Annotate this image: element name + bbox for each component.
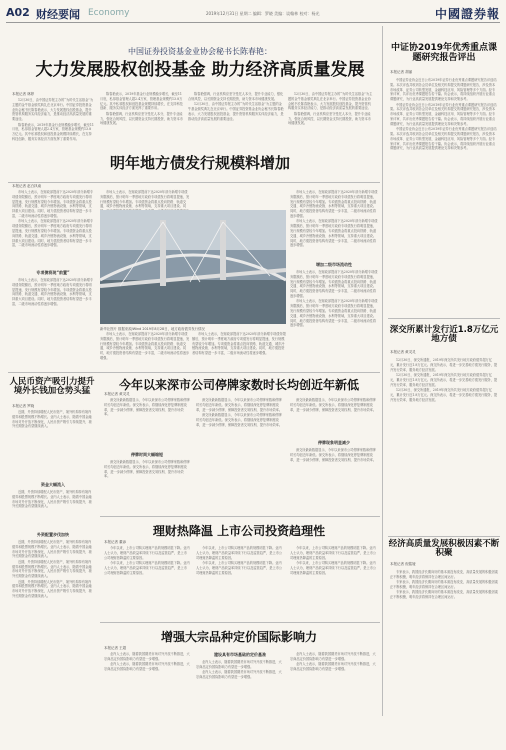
section-en: Economy (88, 8, 130, 18)
right-low-byline: 本报记者 倪铭娅 (390, 562, 416, 566)
right-divider-2 (388, 536, 500, 537)
left-mid-subhead-2: 外资配置步伐加快 (37, 532, 69, 537)
bottom-text-1: 业内人士表示，随着我国期货市场对外开放不断推进，大宗商品定价国际影响力有望进一步增强。 业内人士表示，随着我国期货市场对外开放不断推进，大宗商品定价国际影响力有望进一步增强。 (104, 652, 190, 671)
left-mid-text-3: 近期，外资持续增配人民币资产，境外机构持有境内债券和股票规模不断增长。业内人士表示，随着中国金融市场对外开放不断深化，人民币资产吸引力持续提升，境外长期资金有望继续流入。 近期，外资持续增配人民币资产，境外机构持有境内债券和股票规模不断增长。业内人士表示，随着中国金融市场对外开放不断深化，人民币资产吸引力持续提升，境外长期资金有望继续流入。 近期，外资持续增配人民币资产，境外机构持有境内债券和股票规模不断增长。业内人士表示，随着中国金融市场对外开放不断深化，人民币资产吸引力持续提升，境外长期资金有望继续流入。 (12, 540, 92, 598)
page-code: A02 (6, 6, 30, 19)
center-mid-byline: 本报记者 黄灵灵 (104, 392, 130, 396)
lead-col-3: 陈春艳强调，行业机构应坚守受托人本分，提升专业能力，强化合规风控，以长期资金支持长期投资，助力资本市场健康发展。 12月30日，由中国证券报主办的“为时代生活基金”为主题的金牛基金颁奖典礼在北京举行。中国证券投资基金业协会秘书长陈春艳表示，大力发展股权创投基金，提升资管机构服务实体经济能力，是推动经济高质量发展的重要途径。 (188, 92, 284, 121)
right-top-headline: 中证协2019年优秀重点课题研究报告评出 (390, 43, 498, 63)
newspaper-logo: 中國證券報 (434, 7, 500, 21)
section-divider-2 (8, 372, 380, 373)
feature-byline: 本报记者 赵白执南 (12, 184, 42, 188)
center-low-text-2: 今年以来，上市公司购买理财产品的规模明显下降。业内人士认为，理财产品收益率持续下行以及监管趋严，是上市公司理财热降温的主要原因。 今年以来，上市公司购买理财产品的规模明显下降。业内人士认为，理财产品收益率持续下行以及监管趋严，是上市公司理财热降温的主要原因。 (196, 546, 283, 575)
feature-subhead-1: 专项债将现“前置” (36, 270, 70, 275)
feature-col-3b: 市场人士表示，在财政部提前下达2020年部分新增专项债务限额后，预计明年一季度地方政府专项债发行将明显提速，发行规模有望较今年增加。专项债资金将重点投向铁路、轨道交通、城乡冷链物流设施、水利等领域，支持重大项目建设。同时，地方债投资者结构有望进一步丰富，二级市场流动性将逐步增强。 (192, 332, 286, 356)
bottom-text-2: 业内人士表示，随着我国期货市场对外开放不断推进，大宗商品定价国际影响力有望进一步增强。 业内人士表示，随着我国期货市场对外开放不断推进，大宗商品定价国际影响力有望进一步增强。 (196, 660, 282, 679)
right-mid-text: 12月30日，深交所通报，2019年深交所共发行地方政府债券超万亿元，累计发行近1.8万亿元。深交所表示，将进一步完善地方债发行服务，提升发行效率，服务地方经济发展。 12月30日，深交所通报，2019年深交所共发行地方政府债券超万亿元，累计发行近1.8万亿元。深交所表示，将进一步完善地方债发行服务，提升发行效率，服务地方经济发展。 12月30日，深交所通报，2019年深交所共发行地方政府债券超万亿元，累计发行近1.8万亿元。深交所表示，将进一步完善地方债发行服务，提升发行效率，服务地方经济发展。 (390, 358, 498, 402)
feature-col-4b: 市场人士表示，在财政部提前下达2020年部分新增专项债务限额后，预计明年一季度地方政府专项债发行将明显提速，发行规模有望较今年增加。专项债资金将重点投向铁路、轨道交通、城乡冷链物流设施、水利等领域，支持重大项目建设。同时，地方债投资者结构有望进一步丰富，二级市场流动性将逐步增强。 市场人士表示，在财政部提前下达2020年部分新增专项债务限额后，预计明年一季度地方政府专项债发行将明显提速，发行规模有望较今年增加。专项债资金将重点投向铁路、轨道交通、城乡冷链物流设施、水利等领域，支持重大项目建设。同时，地方债投资者结构有望进一步丰富，二级市场流动性将逐步增强。 (290, 270, 378, 328)
left-mid-subhead: 资金大幅流入 (41, 482, 65, 487)
section-name: 财经要闻 (36, 8, 80, 21)
lead-byline: 本报记者 林婷 (12, 92, 35, 96)
center-low-text-3: 今年以来，上市公司购买理财产品的规模明显下降。业内人士认为，理财产品收益率持续下行以及监管趋严，是上市公司理财热降温的主要原因。 今年以来，上市公司购买理财产品的规模明显下降。业内人士认为，理财产品收益率持续下行以及监管趋严，是上市公司理财热降温的主要原因。 (290, 546, 377, 575)
feature-col-1: 市场人士表示，在财政部提前下达2020年部分新增专项债务限额后，预计明年一季度地方政府专项债发行将明显提速，发行规模有望较今年增加。专项债资金将重点投向铁路、轨道交通、城乡冷链物流设施、水利等领域，支持重大项目建设。同时，地方债投资者结构有望进一步丰富，二级市场流动性将逐步增强。 市场人士表示，在财政部提前下达2020年部分新增专项债务限额后，预计明年一季度地方政府专项债发行将明显提速，发行规模有望较今年增加。专项债资金将重点投向铁路、轨道交通、城乡冷链物流设施、水利等领域，支持重大项目建设。同时，地方债投资者结构有望进一步丰富，二级市场流动性将逐步增强。 (12, 190, 94, 248)
lead-col-2: 陈春艳表示，2019年基金行业规模稳步增长，截至11月底，私募基金管理人超2.4万家，管理基金规模约13.8万亿元。其中私募股权和创投基金规模持续增长，在支持科技创新、服务实体经济方面发挥了重要作用。 陈春艳强调，行业机构应坚守受托人本分，提升专业能力，强化合规风控，以长期资金支持长期投资，助力资本市场健康发展。 (100, 92, 183, 126)
left-mid-text-1: 近期，外资持续增配人民币资产，境外机构持有境内债券和股票规模不断增长。业内人士表示，随着中国金融市场对外开放不断深化，人民币资产吸引力持续提升，境外长期资金有望继续流入。 (12, 410, 92, 429)
right-top-byline: 本报记者 胡丽 (390, 70, 413, 74)
center-mid-headline: 今年以来深市公司停牌家数时长均创近年新低 (118, 378, 359, 392)
right-low-headline: 经济高质量发展积极因素不断积聚 (388, 539, 500, 559)
bottom-subhead: 建设具有市场基础的定价基准 (214, 652, 266, 657)
center-mid-text-4: 深交所最新数据显示，今年以来深市公司停牌家数和停牌时长均创近年新低。深交所表示，将继续深化停复牌制度改革，进一步减少停牌，保障投资者交易权利，提升市场效率。 (290, 398, 377, 412)
lead-col-4: 12月30日，由中国证券报主办的“为时代生活基金”为主题的金牛基金颁奖典礼在北京举行。中国证券投资基金业协会秘书长陈春艳表示，大力发展股权创投基金，提升资管机构服务实体经济能力，是推动经济高质量发展的重要途径。 陈春艳强调，行业机构应坚守受托人本分，提升专业能力，强化合规风控，以长期资金支持长期投资，助力资本市场健康发展。 (288, 92, 373, 126)
center-low-headline: 理财热降温 上市公司投资趋理性 (152, 524, 326, 538)
section-divider-4 (100, 622, 380, 623)
center-mid-subhead-1: 停牌时间大幅缩短 (131, 452, 163, 457)
photo-caption: 新华社图片 数据来源/Wind 2019年8月28日，地方政府债券发行情况 (100, 327, 205, 331)
feature-col-2: 市场人士表示，在财政部提前下达2020年部分新增专项债务限额后，预计明年一季度地方政府专项债发行将明显提速，发行规模有望较今年增加。专项债资金将重点投向铁路、轨道交通、城乡冷链物流设施、水利等领域，支持重大项目建设。同 (100, 190, 190, 209)
left-mid-headline: 人民币资产吸引力提升境外长钱加仓势头猛 (9, 377, 95, 397)
section-divider (8, 182, 380, 183)
center-mid-subhead-2: 停牌现象明显减少 (318, 440, 350, 445)
column-divider (382, 26, 383, 716)
center-mid-text-1: 深交所最新数据显示，今年以来深市公司停牌家数和停牌时长均创近年新低。深交所表示，将继续深化停复牌制度改革，进一步减少停牌，保障投资者交易权利，提升市场效率。 (104, 398, 190, 417)
center-mid-text-2: 深交所最新数据显示，今年以来深市公司停牌家数和停牌时长均创近年新低。深交所表示，将继续深化停复牌制度改革，进一步减少停牌，保障投资者交易权利，提升市场效率。 (104, 460, 190, 479)
center-mid-text-5: 深交所最新数据显示，今年以来深市公司停牌家数和停牌时长均创近年新低。深交所表示，将继续深化停复牌制度改革，进一步减少停牌，保障投资者交易权利，提升市场效率。 (290, 448, 377, 462)
feature-col-4: 市场人士表示，在财政部提前下达2020年部分新增专项债务限额后，预计明年一季度地方政府专项债发行将明显提速，发行规模有望较今年增加。专项债资金将重点投向铁路、轨道交通、城乡冷链物流设施、水利等领域，支持重大项目建设。同时，地方债投资者结构有望进一步丰富，二级市场流动性将逐步增强。 市场人士表示，在财政部提前下达2020年部分新增专项债务限额后，预计明年一季度地方政府专项债发行将明显提速，发行规模有望较今年增加。专项债资金将重点投向铁路、轨道交通、城乡冷链物流设施、水利等领域，支持重大项目建设。同时，地方债投资者结构有望进一步丰富，二级市场流动性将逐步增强。 (290, 190, 378, 248)
center-mid-text-3: 深交所最新数据显示，今年以来深市公司停牌家数和停牌时长均创近年新低。深交所表示，将继续深化停复牌制度改革，进一步减少停牌，保障投资者交易权利，提升市场效率。 深交所最新数据显示，今年以来深市公司停牌家数和停牌时长均创近年新低。深交所表示，将继续深化停复牌制度改革，进一步减少停牌，保障投资者交易权利，提升市场效率。 (196, 398, 283, 427)
right-top-text: 中国证券业协会近日公布2019年证券行业优秀重点课题研究报告评选结果。本次评选共收到各会员单位及相关机构提交的课题研究报告，涉及资本市场改革、证券公司转型发展、金融科技应用、风险管理等多个方面。经专家评审，共评出优秀课题报告若干篇。协会表示，将持续组织开展行业重点课题研究，为行业高质量发展提供理论支持和决策参考。 中国证券业协会近日公布2019年证券行业优秀重点课题研究报告评选结果。本次评选共收到各会员单位及相关机构提交的课题研究报告，涉及资本市场改革、证券公司转型发展、金融科技应用、风险管理等多个方面。经专家评审，共评出优秀课题报告若干篇。协会表示，将持续组织开展行业重点课题研究，为行业高质量发展提供理论支持和决策参考。 中国证券业协会近日公布2019年证券行业优秀重点课题研究报告评选结果。本次评选共收到各会员单位及相关机构提交的课题研究报告，涉及资本市场改革、证券公司转型发展、金融科技应用、风险管理等多个方面。经专家评审，共评出优秀课题报告若干篇。协会表示，将持续组织开展行业重点课题研究，为行业高质量发展提供理论支持和决策参考。 (390, 78, 497, 151)
lead-col-1: 12月30日，由中国证券报主办的“为时代生活基金”为主题的金牛基金颁奖典礼在北京举行。中国证券投资基金业协会秘书长陈春艳表示，大力发展股权创投基金，提升资管机构服务实体经济能力，是推动经济高质量发展的重要途径。 陈春艳表示，2019年基金行业规模稳步增长，截至11月底，私募基金管理人超2.4万家，管理基金规模约13.8万亿元。其中私募股权和创投基金规模持续增长，在支持科技创新、服务实体经济方面发挥了重要作用。 (12, 98, 94, 141)
feature-col-1b: 市场人士表示，在财政部提前下达2020年部分新增专项债务限额后，预计明年一季度地方政府专项债发行将明显提速，发行规模有望较今年增加。专项债资金将重点投向铁路、轨道交通、城乡冷链物流设施、水利等领域，支持重大项目建设。同时，地方债投资者结构有望进一步丰富，二级市场流动性将逐步增强。 (12, 278, 94, 306)
feature-col-2b: 市场人士表示，在财政部提前下达2020年部分新增专项债务限额后，预计明年一季度地方政府专项债发行将明显提速，发行规模有望较今年增加。专项债资金将重点投向铁路、轨道交通、城乡冷链物流设施、水利等领域，支持重大项目建设。同时，地方债投资者结构有望进一步丰富，二级市场流动性将逐步增强。 (100, 332, 190, 360)
right-mid-byline: 本报记者 黄灵灵 (390, 350, 416, 354)
left-mid-text-2: 近期，外资持续增配人民币资产，境外机构持有境内债券和股票规模不断增长。业内人士表示，随着中国金融市场对外开放不断深化，人民币资产吸引力持续提升，境外长期资金有望继续流入。 (12, 490, 92, 509)
bridge-photo (100, 210, 286, 324)
page-header (6, 4, 500, 23)
right-mid-headline: 深交所累计发行近1.8万亿元地方债 (389, 325, 499, 345)
feature-subhead-2: 增加二级市场流动性 (316, 262, 352, 267)
left-mid-byline: 本报记者 罗晓 (12, 404, 35, 408)
center-low-text-1: 今年以来，上市公司购买理财产品的规模明显下降。业内人士认为，理财产品收益率持续下行以及监管趋严，是上市公司理财热降温的主要原因。 今年以来，上市公司购买理财产品的规模明显下降。业内人士认为，理财产品收益率持续下行以及监管趋严，是上市公司理财热降温的主要原因。 (104, 546, 190, 575)
date-line: 2019年12月31日 星期二 编辑：罗晓 美编：谈翰林 校对：杨光 (206, 11, 320, 16)
bottom-text-3: 业内人士表示，随着我国期货市场对外开放不断推进，大宗商品定价国际影响力有望进一步增强。 业内人士表示，随着我国期货市场对外开放不断推进，大宗商品定价国际影响力有望进一步增强。 (290, 652, 376, 671)
bottom-headline: 增强大宗品种定价国际影响力 (160, 630, 317, 644)
center-low-byline: 本报记者 董添 (104, 540, 127, 544)
bottom-byline: 本报记者 王超 (104, 646, 127, 650)
lead-kicker: 中国证券投资基金业协会秘书长陈春艳： (128, 47, 272, 56)
right-divider-1 (388, 318, 500, 319)
right-low-text: 专家表示，我国经济长期向好的基本面没有改变，高质量发展的积极因素正不断积聚，明年经济将保持在合理区间运行。 专家表示，我国经济长期向好的基本面没有改变，高质量发展的积极因素正不断积聚，明年经济将保持在合理区间运行。 专家表示，我国经济长期向好的基本面没有改变，高质量发展的积极因素正不断积聚，明年经济将保持在合理区间运行。 (390, 570, 498, 600)
lead-headline: 大力发展股权创投基金 助力经济高质量发展 (35, 60, 365, 80)
feature-headline: 明年地方债发行规模料增加 (109, 154, 290, 172)
section-divider-3 (100, 516, 380, 517)
